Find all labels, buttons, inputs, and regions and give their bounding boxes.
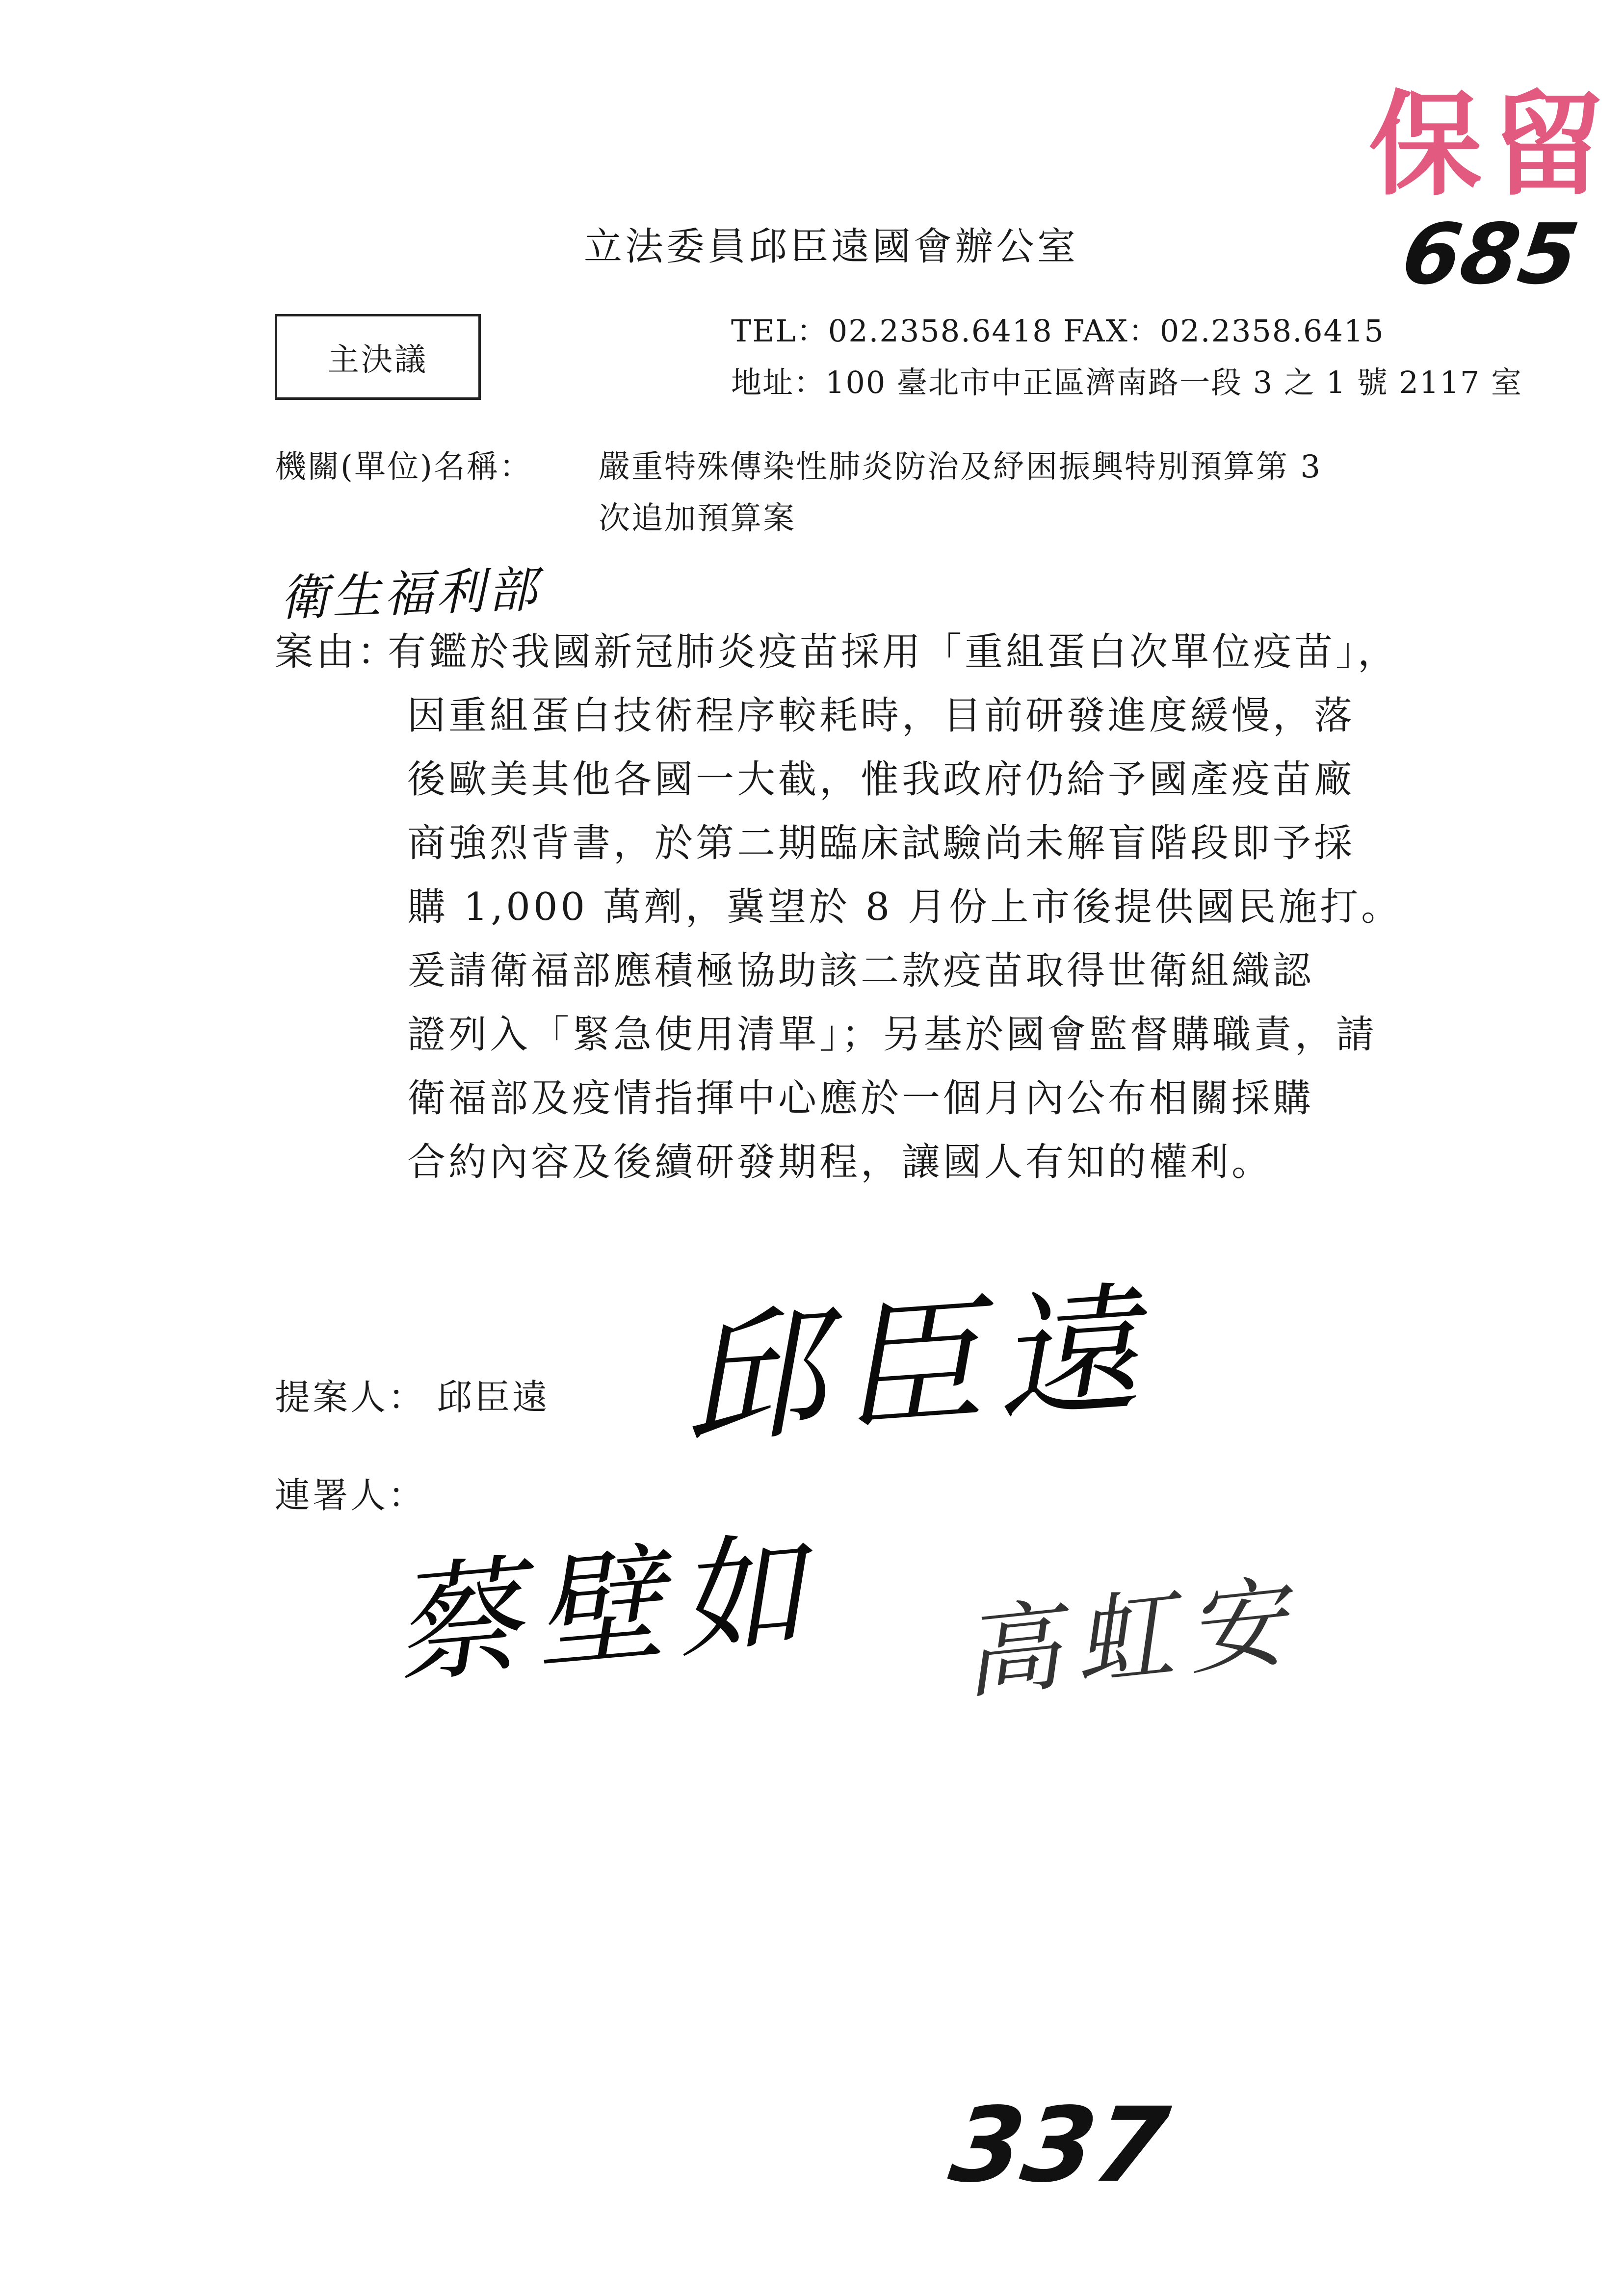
proposer-label: 提案人： [275,1377,426,1418]
agency-name-line2: 次追加預算案 [599,500,796,537]
case-line: 衛福部及疫情指揮中心應於一個月內公布相關採購 [407,1076,1314,1121]
contact-tel-fax: TEL：02.2358.6418 FAX：02.2358.6415 [731,313,1385,349]
handwritten-ministry: 衛生福利部 [279,560,541,627]
handwritten-number-top: 685 [1396,206,1584,303]
case-line: 後歐美其他各國一大截，惟我政府仍給予國產疫苗廠 [407,757,1356,802]
cosigners-label: 連署人： [275,1475,426,1516]
retain-stamp: 保留 [1369,78,1615,211]
case-line: 證列入「緊急使用清單」；另基於國會監督購職責，請 [407,1013,1378,1057]
case-line: 爰請衛福部應積極協助該二款疫苗取得世衛組織認 [407,949,1314,993]
agency-name-line1: 嚴重特殊傳染性肺炎防治及紓困振興特別預算第 3 [599,449,1322,485]
handwritten-page-number: 337 [943,2085,1176,2205]
proposer-signature: 邱臣遠 [677,1267,1158,1465]
case-line: 有鑑於我國新冠肺炎疫苗採用「重組蛋白次單位疫苗」， [388,630,1399,674]
case-line: 合約內容及後續研發期程，讓國人有知的權利。 [407,1140,1273,1184]
case-line: 購 1,000 萬劑，冀望於 8 月份上市後提供國民施打。 [407,885,1403,929]
case-line: 因重組蛋白技術程序較耗時，目前研發進度緩慢，落 [407,694,1356,738]
contact-address: 地址：100 臺北市中正區濟南路一段 3 之 1 號 2117 室 [731,365,1522,400]
agency-label: 機關(單位)名稱： [275,449,532,485]
case-label: 案由： [275,630,399,674]
office-title: 立法委員邱臣遠國會辦公室 [584,225,1079,269]
resolution-type-label: 主決議 [328,341,428,378]
proposer-name: 邱臣遠 [437,1377,550,1418]
case-line: 商強烈背書，於第二期臨床試驗尚未解盲階段即予採 [407,821,1356,865]
cosigner-signature: 高虹安 [956,1564,1306,1713]
resolution-type-box [275,314,481,400]
cosigner-signature: 蔡壁如 [387,1516,825,1702]
